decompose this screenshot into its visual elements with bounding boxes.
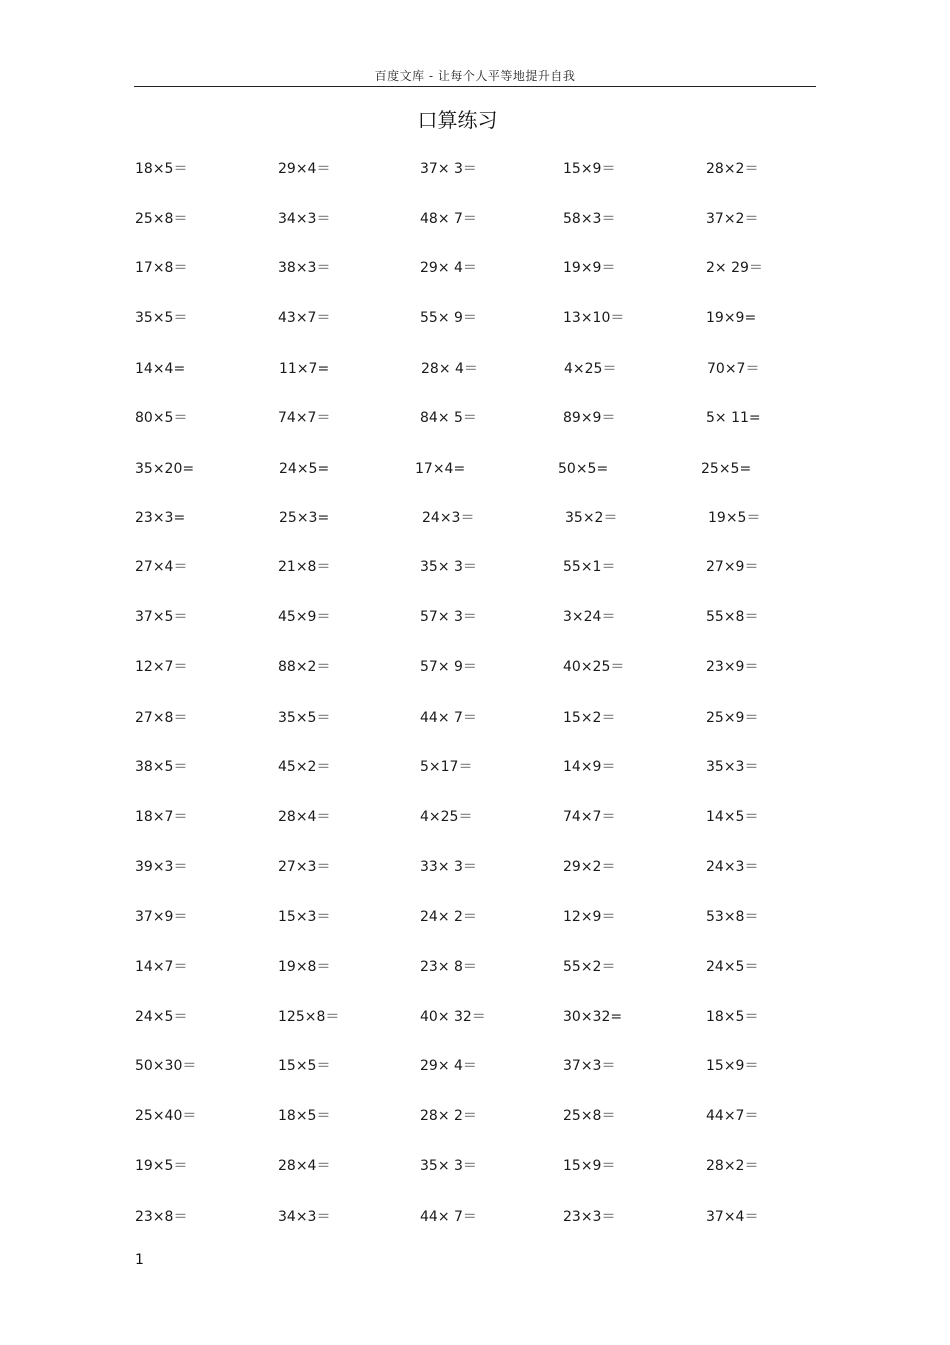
problem-r12-c3: 44× 7＝ [420, 710, 477, 726]
problem-r11-c4: 40×25＝ [563, 659, 625, 675]
problem-r3-c1: 17×8＝ [135, 260, 188, 276]
problem-r14-c5: 14×5＝ [706, 809, 759, 825]
problem-r18-c4: 30×32= [563, 1009, 623, 1025]
problem-r20-c2: 18×5＝ [278, 1108, 331, 1124]
problem-r1-c4: 15×9＝ [563, 161, 616, 177]
problem-r2-c1: 25×8＝ [135, 211, 188, 227]
problem-r22-c5: 37×4＝ [706, 1209, 759, 1225]
problem-r19-c1: 50×30＝ [135, 1058, 197, 1074]
problem-r12-c1: 27×8＝ [135, 710, 188, 726]
problem-r5-c1: 14×4= [135, 361, 186, 377]
problem-r7-c4: 50×5= [558, 461, 609, 477]
problem-r4-c3: 55× 9＝ [420, 310, 477, 326]
problem-r14-c1: 18×7＝ [135, 809, 188, 825]
problem-r12-c5: 25×9＝ [706, 710, 759, 726]
problem-r4-c2: 43×7＝ [278, 310, 331, 326]
problem-r19-c5: 15×9＝ [706, 1058, 759, 1074]
problem-r16-c2: 15×3＝ [278, 909, 331, 925]
problem-r10-c4: 3×24＝ [563, 609, 616, 625]
problem-r9-c5: 27×9＝ [706, 559, 759, 575]
problem-r18-c5: 18×5＝ [706, 1009, 759, 1025]
problem-r7-c5: 25×5= [701, 461, 752, 477]
problem-r18-c3: 40× 32＝ [420, 1009, 486, 1025]
problem-r21-c3: 35× 3＝ [420, 1158, 477, 1174]
problem-r22-c1: 23×8＝ [135, 1209, 188, 1225]
problem-r1-c1: 18×5＝ [135, 161, 188, 177]
problem-r10-c1: 37×5＝ [135, 609, 188, 625]
problem-r6-c2: 74×7＝ [278, 410, 331, 426]
problem-r13-c5: 35×3＝ [706, 759, 759, 775]
problem-r22-c4: 23×3＝ [563, 1209, 616, 1225]
problem-r14-c2: 28×4＝ [278, 809, 331, 825]
problem-r6-c4: 89×9＝ [563, 410, 616, 426]
problem-r5-c5: 70×7＝ [707, 361, 760, 377]
problem-r21-c5: 28×2＝ [706, 1158, 759, 1174]
problem-r5-c2: 11×7= [279, 361, 330, 377]
problem-r18-c1: 24×5＝ [135, 1009, 188, 1025]
problem-r11-c2: 88×2＝ [278, 659, 331, 675]
problem-r7-c3: 17×4= [415, 461, 466, 477]
problem-r9-c3: 35× 3＝ [420, 559, 477, 575]
problem-r5-c3: 28× 4＝ [421, 361, 478, 377]
problem-r15-c4: 29×2＝ [563, 859, 616, 875]
problem-r1-c2: 29×4＝ [278, 161, 331, 177]
problem-r10-c2: 45×9＝ [278, 609, 331, 625]
problem-r8-c4: 35×2＝ [565, 510, 618, 526]
problem-r15-c1: 39×3＝ [135, 859, 188, 875]
problem-r19-c3: 29× 4＝ [420, 1058, 477, 1074]
problem-r3-c2: 38×3＝ [278, 260, 331, 276]
problem-r16-c4: 12×9＝ [563, 909, 616, 925]
problem-r2-c3: 48× 7＝ [420, 211, 477, 227]
problem-r20-c4: 25×8＝ [563, 1108, 616, 1124]
problem-r9-c4: 55×1＝ [563, 559, 616, 575]
problem-r15-c3: 33× 3＝ [420, 859, 477, 875]
problem-r9-c1: 27×4＝ [135, 559, 188, 575]
problem-r21-c2: 28×4＝ [278, 1158, 331, 1174]
problem-r4-c1: 35×5＝ [135, 310, 188, 326]
problem-r16-c1: 37×9＝ [135, 909, 188, 925]
header-text: 百度文库 - 让每个人平等地提升自我 [374, 69, 576, 83]
problem-r13-c2: 45×2＝ [278, 759, 331, 775]
problem-r11-c5: 23×9＝ [706, 659, 759, 675]
problem-r11-c3: 57× 9＝ [420, 659, 477, 675]
problem-r3-c4: 19×9＝ [563, 260, 616, 276]
problem-r6-c1: 80×5＝ [135, 410, 188, 426]
problem-r10-c5: 55×8＝ [706, 609, 759, 625]
problem-r18-c2: 125×8＝ [278, 1009, 340, 1025]
problem-r12-c2: 35×5＝ [278, 710, 331, 726]
problem-r21-c4: 15×9＝ [563, 1158, 616, 1174]
problem-r4-c5: 19×9= [706, 310, 757, 326]
problem-r22-c2: 34×3＝ [278, 1209, 331, 1225]
page-title: 口算练习 [417, 108, 498, 132]
problem-r17-c5: 24×5＝ [706, 959, 759, 975]
problem-r5-c4: 4×25＝ [564, 361, 617, 377]
problem-r14-c4: 74×7＝ [563, 809, 616, 825]
problem-r17-c4: 55×2＝ [563, 959, 616, 975]
problem-r12-c4: 15×2＝ [563, 710, 616, 726]
problem-r6-c5: 5× 11= [706, 410, 761, 426]
problem-r2-c4: 58×3＝ [563, 211, 616, 227]
problem-r3-c5: 2× 29＝ [706, 260, 763, 276]
problem-r1-c3: 37× 3＝ [420, 161, 477, 177]
problem-r19-c4: 37×3＝ [563, 1058, 616, 1074]
problem-r13-c1: 38×5＝ [135, 759, 188, 775]
problem-r17-c1: 14×7＝ [135, 959, 188, 975]
problem-r14-c3: 4×25＝ [420, 809, 473, 825]
problem-r2-c2: 34×3＝ [278, 211, 331, 227]
problem-r13-c3: 5×17＝ [420, 759, 473, 775]
problem-r15-c2: 27×3＝ [278, 859, 331, 875]
problem-r13-c4: 14×9＝ [563, 759, 616, 775]
problem-r16-c5: 53×8＝ [706, 909, 759, 925]
problem-r8-c5: 19×5＝ [708, 510, 761, 526]
problem-r21-c1: 19×5＝ [135, 1158, 188, 1174]
problem-r7-c1: 35×20= [135, 461, 195, 477]
problem-r17-c3: 23× 8＝ [420, 959, 477, 975]
problem-r4-c4: 13×10＝ [563, 310, 625, 326]
problem-r20-c1: 25×40＝ [135, 1108, 197, 1124]
problem-r6-c3: 84× 5＝ [420, 410, 477, 426]
problem-r15-c5: 24×3＝ [706, 859, 759, 875]
problem-r20-c5: 44×7＝ [706, 1108, 759, 1124]
problem-r1-c5: 28×2＝ [706, 161, 759, 177]
problem-r17-c2: 19×8＝ [278, 959, 331, 975]
problem-r2-c5: 37×2＝ [706, 211, 759, 227]
problem-r20-c3: 28× 2＝ [420, 1108, 477, 1124]
problem-r8-c3: 24×3＝ [422, 510, 475, 526]
problem-r16-c3: 24× 2＝ [420, 909, 477, 925]
problem-r7-c2: 24×5= [279, 461, 330, 477]
problem-r22-c3: 44× 7＝ [420, 1209, 477, 1225]
problem-r10-c3: 57× 3＝ [420, 609, 477, 625]
problem-r9-c2: 21×8＝ [278, 559, 331, 575]
problem-r19-c2: 15×5＝ [278, 1058, 331, 1074]
page-number: 1 [135, 1252, 144, 1268]
problem-r11-c1: 12×7＝ [135, 659, 188, 675]
problem-r8-c2: 25×3= [279, 510, 330, 526]
problem-r3-c3: 29× 4＝ [420, 260, 477, 276]
problem-r8-c1: 23×3= [135, 510, 186, 526]
